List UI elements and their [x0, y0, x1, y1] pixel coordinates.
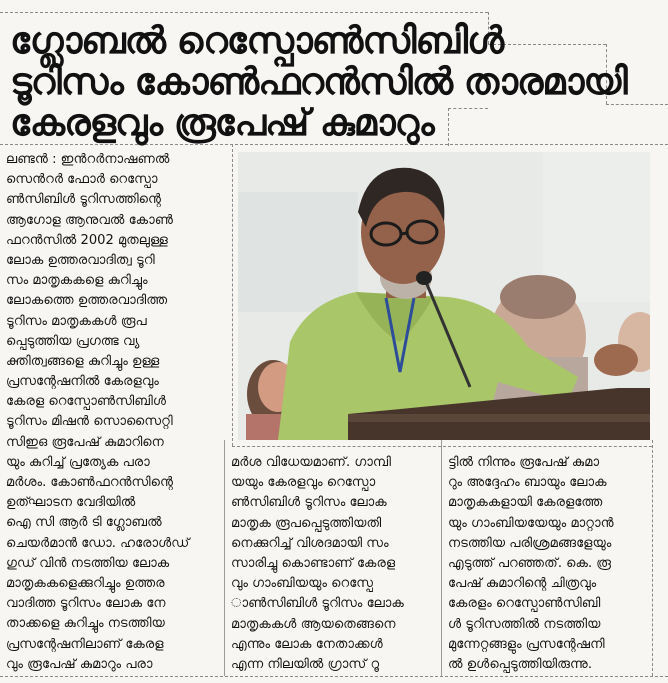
- text-line: ഗുഡ് വിൻ നടത്തിയ ലോക: [6, 555, 170, 571]
- column-rule: [224, 440, 225, 676]
- article-column-2: [231, 453, 439, 675]
- text-line: നടത്തിയ പരിശ്രമങ്ങളേയും: [448, 535, 612, 551]
- text-line: മർശ വിധേയമാണ്. ഗാമ്പി: [231, 455, 392, 470]
- text-line: പ്രസന്റേഷനിൽ കേരളവും: [6, 374, 159, 390]
- text-line: വാദിത്ത ടൂറിസം ലോക നേ: [6, 596, 166, 612]
- text-line: എടുത്ത് പറഞ്ഞത്. കെ. രൂ: [448, 555, 612, 571]
- text-line: യും ഗാംബിയയേയും മാറ്റാൻ: [448, 515, 614, 531]
- headline-line-1: ഗ്ലോബൽ റെസ്പോൺസിബിൾ: [10, 19, 504, 62]
- headline-line-2: ടൂറിസം കോൺഫറൻസിൽ താരമായി: [10, 60, 627, 103]
- text-line: കേരള റെസ്പോൺസിബിൾ: [6, 394, 166, 410]
- text-line: പേഷ് കുമാറിന്റെ ചിത്രവും: [448, 576, 597, 592]
- cut-line: [232, 446, 652, 447]
- cut-line: [0, 144, 668, 145]
- text-line: മുന്നേറ്റങ്ങളും പ്രസന്റേഷനി: [448, 636, 605, 652]
- text-line: റും അദ്ദേഹം ബായും ലോക: [448, 475, 607, 491]
- text-line: ലോക ഉത്തരവാദിത്വ ടൂറി: [6, 252, 155, 268]
- text-line: മാതൃകകൾ ആയതെങ്ങനെ: [231, 616, 396, 632]
- text-line: സാരിച്ചു കൊണ്ടാണ് കേരള: [231, 555, 396, 571]
- text-line: എന്നും ലോക നേതാക്കൾ: [231, 636, 383, 652]
- text-line: സെൻറർ ഫോർ റെസ്പോ: [6, 172, 158, 188]
- speaker-photo: [238, 152, 650, 440]
- cut-line: [488, 44, 606, 45]
- text-line: കേരളം റെസ്പോൺസിബി: [448, 596, 601, 612]
- cut-line: [0, 676, 668, 677]
- headline-line-3: കേരളവും രൂപേഷ് കുമാറും: [10, 101, 434, 144]
- text-line: മർശം. കോൺഫറൻസിന്റെ: [6, 475, 173, 490]
- article-column-1: [6, 150, 220, 675]
- text-line: ൺസിബിൾ ടൂറിസം ലോക: [231, 495, 387, 511]
- text-line: മാതൃകകളെക്കുറിച്ചും ഉത്തര: [6, 575, 165, 591]
- text-line: താക്കളെ കുറിച്ചും നടത്തിയ: [6, 616, 165, 632]
- text-line: യയും കേരളവും റെസ്പോ: [231, 475, 376, 491]
- text-line: ാൺസിബിൾ ടൂറിസം ലോക: [231, 596, 404, 612]
- text-line: എന്ന നിലയിൽ ഗ്രാസ് റൂ: [231, 656, 380, 672]
- text-line: പ്രസന്റേഷനിലാണ് കേരള: [6, 636, 164, 652]
- text-line: വും ഗാംബിയയും റെസ്പേ: [231, 576, 373, 592]
- article-column-3: [448, 453, 650, 675]
- text-line: പ്പെടുത്തിയ പ്രഗത്ഭ വ്യ: [6, 333, 140, 349]
- text-line: ട്ടിൽ നിന്നും രൂപേഷ് കുമാ: [448, 455, 600, 470]
- cut-line: [652, 440, 653, 676]
- text-line: ലോകത്തെ ഉത്തരവാദിത്ത: [6, 293, 168, 309]
- text-line: ൾ ടൂറിസത്തിൽ നടത്തിയ: [448, 616, 601, 632]
- cut-line: [448, 108, 488, 109]
- text-line: ടൂറിസം മിഷൻ സൊസൈറ്റി: [6, 414, 173, 430]
- text-line: ക്തിത്വങ്ങളെ കുറിച്ചും ഉള്ള: [6, 353, 160, 369]
- text-line: സിഇഒ രൂപേഷ് കുമാറിനെ: [6, 434, 164, 450]
- text-line: ഐ സി ആർ ടി ഗ്ലോബൽ: [6, 515, 162, 531]
- text-line: ഫറൻസിൽ 2002 മുതലുള്ള: [6, 232, 168, 248]
- cut-line: [448, 108, 449, 146]
- text-line: യും കുറിച്ച് പ്രത്യേക പരാ: [6, 454, 150, 470]
- column-rule: [441, 440, 442, 676]
- text-line: ഉത്ഘാടന വേദിയിൽ: [6, 495, 136, 511]
- text-line: ൺസിബിൾ ടൂറിസത്തിന്റെ: [6, 192, 162, 208]
- cut-line: [0, 12, 488, 13]
- text-line: ആഗോള ആനുവൽ കോൺ: [6, 212, 174, 228]
- cut-line: [606, 104, 668, 105]
- text-line: മാതൃക രൂപപ്പെടുത്തിയതി: [231, 515, 382, 531]
- text-line: ൽ ഉൾപ്പെടുത്തിയിരുന്നു.: [448, 656, 593, 672]
- cut-line: [232, 144, 233, 446]
- text-line: ചെയർമാൻ ഡോ. ഹരോൾഡ്: [6, 535, 190, 551]
- text-line: സം മാതൃകകളെ കുറിച്ചും: [6, 273, 148, 289]
- text-line: വും രൂപേഷ് കുമാറും പരാ: [6, 656, 153, 672]
- text-line: നെക്കുറിച്ച് വിശദമായി സം: [231, 535, 389, 551]
- text-line: ലണ്ടൻ : ഇൻറർനാഷണൽ: [6, 152, 170, 167]
- text-line: മാതൃകകളായി കേരളത്തേ: [448, 495, 603, 511]
- text-line: ടൂറിസം മാതൃകകൾ രൂപ: [6, 313, 147, 329]
